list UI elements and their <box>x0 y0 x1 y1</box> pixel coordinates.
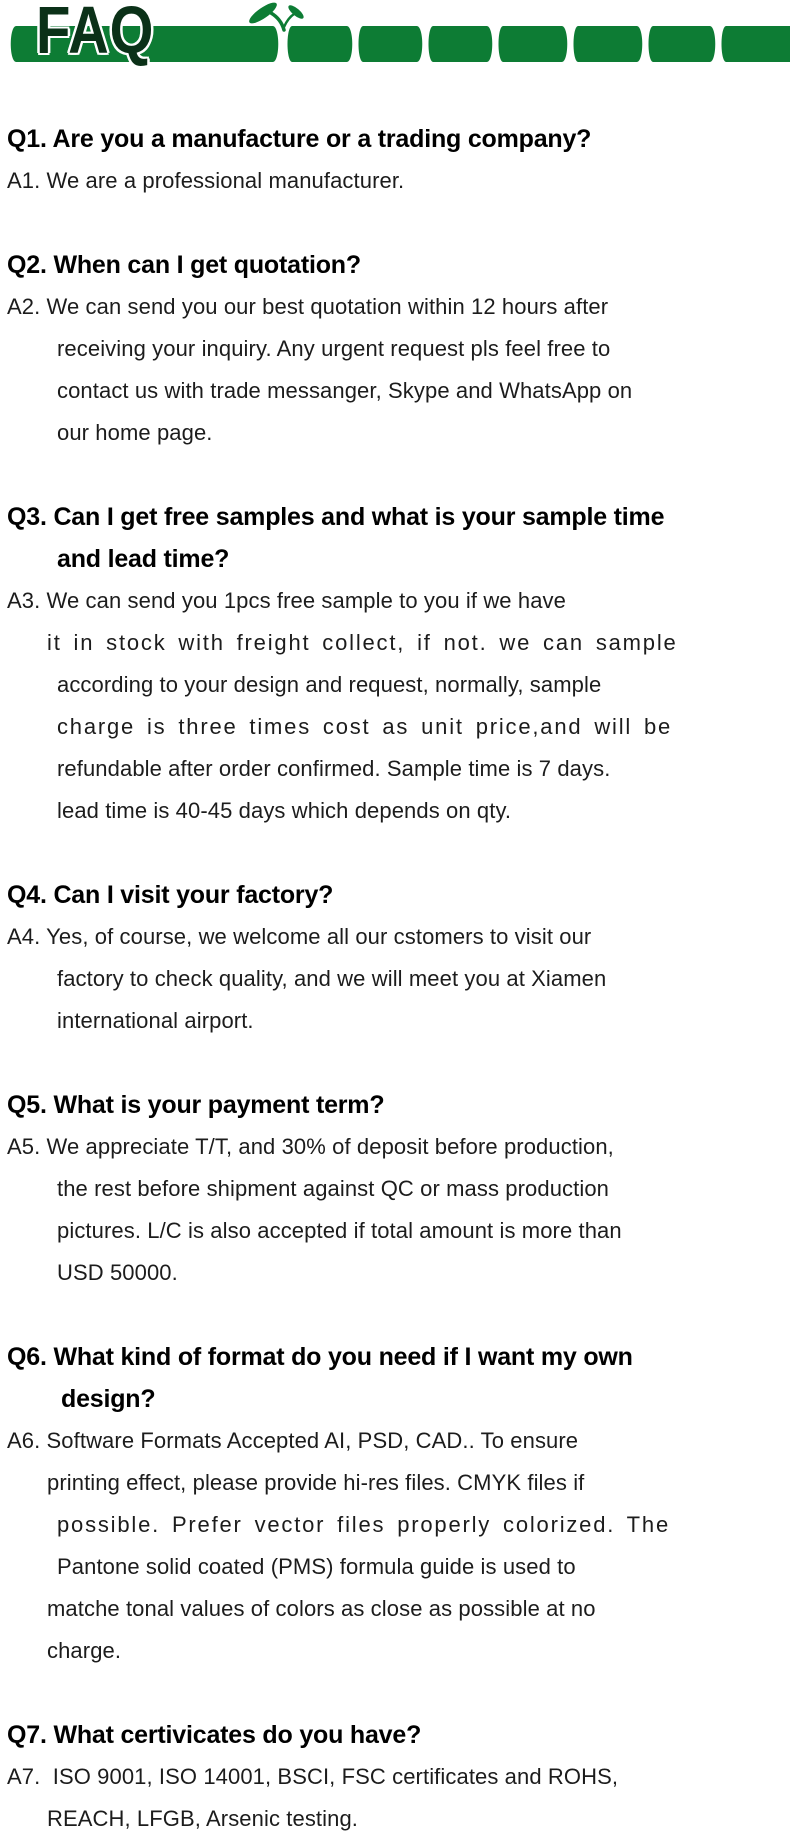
answer-line: pictures. L/C is also accepted if total amount is more than <box>57 1218 622 1243</box>
faq-header <box>0 0 790 70</box>
answer-line: it in stock with freight collect, if not. we can sample <box>47 630 678 655</box>
answer-line: Pantone solid coated (PMS) formula guide is used to <box>57 1554 576 1579</box>
question-line: design? <box>61 1385 156 1413</box>
question-line: Q7. What certivicates do you have? <box>7 1721 422 1749</box>
question-line: Q2. When can I get quotation? <box>7 251 361 279</box>
question-line: and lead time? <box>57 545 230 573</box>
answer-line: REACH, LFGB, Arsenic testing. <box>47 1806 359 1831</box>
question-line: Q3. Can I get free samples and what is your sample time <box>7 503 665 531</box>
answer-line: lead time is 40-45 days which depends on qty. <box>57 798 512 823</box>
answer-line: printing effect, please provide hi-res files. CMYK files if <box>47 1470 585 1495</box>
faq-block-1 <box>7 118 790 202</box>
answer-line: A4. Yes, of course, we welcome all our cstomers to visit our <box>7 924 592 949</box>
answer-line: A6. Software Formats Accepted AI, PSD, CAD.. To ensure <box>7 1428 579 1453</box>
answer-line: refundable after order confirmed. Sample time is 7 days. <box>57 756 611 781</box>
answer-line: receiving your inquiry. Any urgent request pls feel free to <box>57 336 611 361</box>
answer-line: A7. ISO 9001, ISO 14001, BSCI, FSC certificates and ROHS, <box>7 1764 619 1789</box>
answer-line: factory to check quality, and we will meet you at Xiamen <box>57 966 607 991</box>
answer-line: international airport. <box>57 1008 254 1033</box>
answer-line: A2. We can send you our best quotation within 12 hours after <box>7 294 609 319</box>
faq-block-2 <box>7 244 790 454</box>
answer-line: our home page. <box>57 420 213 445</box>
faq-block-5 <box>7 1084 790 1294</box>
faq-title: FAQ <box>36 0 155 68</box>
answer-line: charge is three times cost as unit price,and will be <box>57 714 673 739</box>
question-line: Q5. What is your payment term? <box>7 1091 385 1119</box>
bamboo-sprout-icon <box>247 0 306 30</box>
faq-list <box>0 70 790 1840</box>
answer-line: charge. <box>47 1638 122 1663</box>
answer-line: A5. We appreciate T/T, and 30% of deposit before production, <box>7 1134 614 1159</box>
answer-line: matche tonal values of colors as close as possible at no <box>47 1596 596 1621</box>
faq-block-3 <box>7 496 790 832</box>
question-line: Q4. Can I visit your factory? <box>7 881 334 909</box>
answer-line: according to your design and request, normally, sample <box>57 672 602 697</box>
question-line: Q6. What kind of format do you need if I want my own <box>7 1343 633 1371</box>
answer-line: the rest before shipment against QC or mass production <box>57 1176 610 1201</box>
answer-line: A3. We can send you 1pcs free sample to you if we have <box>7 588 566 613</box>
faq-block-7 <box>7 1714 790 1840</box>
question-line: Q1. Are you a manufacture or a trading company? <box>7 125 592 153</box>
faq-block-6 <box>7 1336 790 1672</box>
answer-line: possible. Prefer vector files properly colorized. The <box>57 1512 670 1537</box>
answer-line: A1. We are a professional manufacturer. <box>7 168 405 193</box>
faq-block-4 <box>7 874 790 1042</box>
answer-line: contact us with trade messanger, Skype and WhatsApp on <box>57 378 633 403</box>
answer-line: USD 50000. <box>57 1260 178 1285</box>
